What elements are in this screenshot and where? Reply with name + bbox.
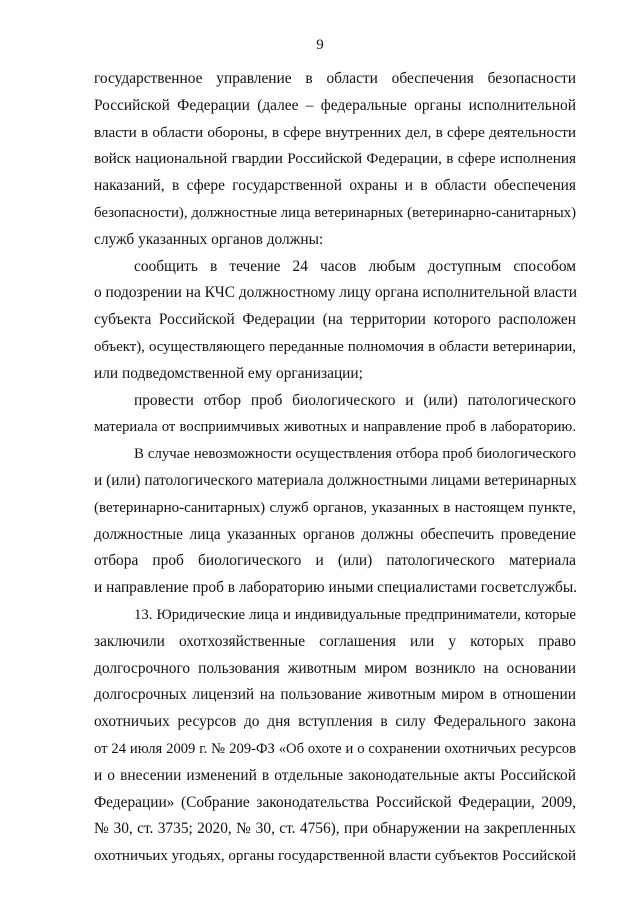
page-number: 9 xyxy=(316,37,324,53)
text-line: наказаний, в сфере государственной охраны и в области обеспечения xyxy=(94,177,576,195)
text-line: служб указанных органов должны: xyxy=(94,230,324,248)
text-line: и о внесении изменений в отдельные законодательные акты Российской xyxy=(94,766,576,784)
document-body xyxy=(94,66,576,870)
text-line: объект), осуществляющего переданные полномочия в области ветеринарии, xyxy=(94,338,576,355)
text-line: и (или) патологического материала должностными лицами ветеринарных xyxy=(94,471,577,489)
text-line: и направление проб в лабораторию иными специалистами госветслужбы. xyxy=(94,579,578,597)
text-line: охотничьих угодьях, органы государственной власти субъектов Российской xyxy=(94,848,576,865)
text-line: материала от восприимчивых животных и направление проб в лабораторию. xyxy=(94,419,576,436)
text-line: В случае невозможности осуществления отбора проб биологического xyxy=(134,446,576,463)
text-line: от 24 июля 2009 г. № 209-ФЗ «Об охоте и о сохранении охотничьих ресурсов xyxy=(94,740,576,757)
text-line: заключили охотхозяйственные соглашения или у которых право xyxy=(94,632,576,650)
text-line: о подозрении на КЧС должностному лицу органа исполнительной власти xyxy=(94,284,577,302)
text-line: 13. Юридические лица и индивидуальные предприниматели, которые xyxy=(134,606,576,623)
text-line: государственное управление в области обеспечения безопасности xyxy=(94,70,576,87)
text-line: сообщить в течение 24 часов любым доступным способом xyxy=(134,257,576,275)
text-line: № 30, ст. 3735; 2020, № 30, ст. 4756), при обнаружении на закрепленных xyxy=(94,820,576,838)
text-line: войск национальной гвардии Российской Федерации, в сфере исполнения xyxy=(94,150,576,168)
text-line: или подведомственной ему организации; xyxy=(94,364,363,382)
text-line: отбора проб биологического и (или) патологического материала xyxy=(94,552,576,570)
text-line: субъекта Российской Федерации (на территории которого расположен xyxy=(94,311,576,329)
text-line: охотничьих ресурсов до дня вступления в силу Федерального закона xyxy=(94,713,576,731)
text-line: должностные лица указанных органов должны обеспечить проведение xyxy=(94,525,576,543)
text-line: долгосрочных лицензий на пользование животным миром в отношении xyxy=(94,686,576,704)
text-line: (ветеринарно-санитарных) служб органов, указанных в настоящем пункте, xyxy=(94,499,576,516)
text-line: Российской Федерации (далее – федеральные органы исполнительной xyxy=(94,96,576,114)
text-line: долгосрочного пользования животным миром возникло на основании xyxy=(94,659,576,677)
text-line: провести отбор проб биологического и (или) патологического xyxy=(134,391,576,409)
text-line: власти в области обороны, в сфере внутренних дел, в сфере деятельности xyxy=(94,123,576,141)
text-line: Федерации» (Собрание законодательства Российской Федерации, 2009, xyxy=(94,793,576,811)
text-line: безопасности), должностные лица ветеринарных (ветеринарно-санитарных) xyxy=(94,204,576,221)
